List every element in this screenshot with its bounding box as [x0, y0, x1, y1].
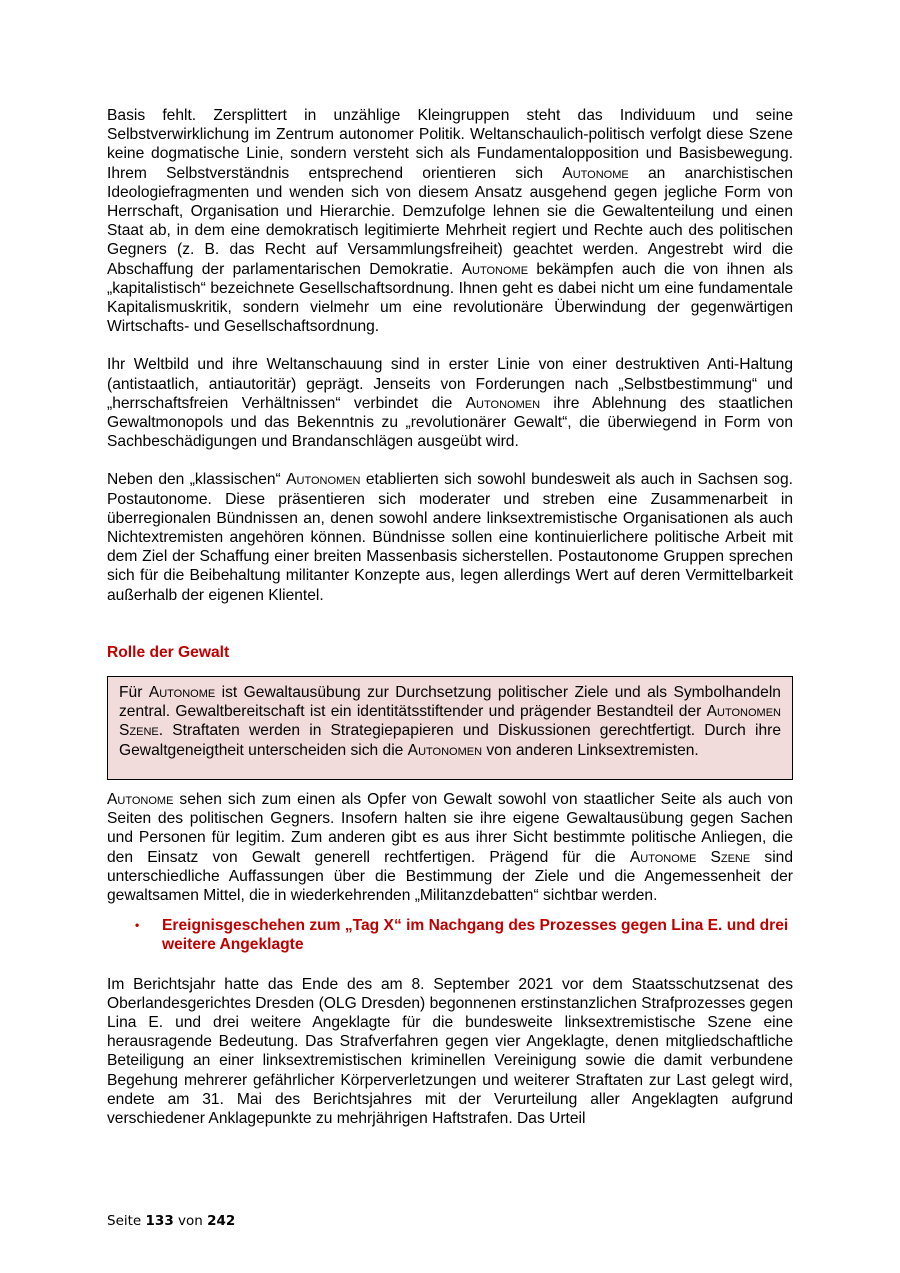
- paragraph-autonome-basis: [107, 106, 793, 336]
- bullet-heading: [107, 916, 793, 954]
- paragraph-opfer-gewalt: [107, 790, 793, 905]
- term-autonome: Autonome: [562, 164, 629, 182]
- term-autonome: Autonome: [461, 260, 529, 278]
- text-run: von anderen Linksextremisten.: [482, 741, 699, 759]
- text-run: sehen sich zum einen als Opfer von Gewalt sowohl von staatlicher Seite als auch von Seiten des politischen Gegners. Insofern halten sie ihre eigene Gewaltausübung gegen Sachen und Personen für legitim. Zum anderen gibt es aus ihrer Sicht bestimmte politische Anliegen, die den Einsatz von Gewalt generell rechtfertigen. Prägend für die: [107, 790, 793, 866]
- footer-prefix: Seite: [107, 1213, 146, 1229]
- footer-middle: von: [173, 1213, 208, 1229]
- bullet-icon: •: [135, 918, 140, 933]
- text-run: . Straftaten werden in Strategiepapieren und Diskussionen gerechtfertigt. Durch ihre Gewaltgeneigtheit unterscheiden sich die: [119, 722, 781, 759]
- page-number: 133: [145, 1213, 174, 1229]
- summary-text: [119, 683, 781, 760]
- bullet-heading-text: Ereignisgeschehen zum „Tag X“ im Nachgang des Prozesses gegen Lina E. und drei weitere Angeklagte: [162, 917, 789, 954]
- term-autonome-szene: Autonome Szene: [629, 848, 751, 866]
- text-run: bekämpfen auch die von ihnen als „kapitalistisch“ bezeichnete Gesellschaftsordnung. Ihnen geht es dabei nicht um eine fundamentale Kapitalismuskritik, sondern vielmehr um eine revolutionäre Überwindung der gegenwärtigen Wirtschafts- und Gesellschaftsordnung.: [107, 260, 793, 336]
- paragraph-weltbild: [107, 355, 793, 451]
- term-autonome: Autonome: [148, 684, 216, 702]
- text-run: etablierten sich sowohl bundesweit als auch in Sachsen sog. Postautonome. Diese präsentieren sich moderater und streben eine Zusammenarbeit in überregionalen Bündnissen an, denen sowohl andere linksextremistische Organisationen als auch Nichtextremisten angehören können. Bündnisse sollen eine kontinuierlichere politische Arbeit mit dem Ziel der Schaffung einer breiten Massenbasis sicherstellen. Postautonome Gruppen sprechen sich für die Beibehaltung militanter Konzepte aus, legen allerdings Wert auf deren Vermittelbarkeit außerhalb der eigenen Klientel.: [107, 471, 793, 604]
- summary-box: [107, 676, 793, 780]
- paragraph-postautonome: [107, 470, 793, 604]
- term-autonomen: Autonomen: [286, 471, 361, 489]
- page-total: 242: [207, 1213, 236, 1229]
- document-body: [107, 106, 793, 1128]
- text-run: Ihr Weltbild und ihre Weltanschauung sind in erster Linie von einer destruktiven Anti-Haltung (antistaatlich, antiautoritär) geprägt. Jenseits von Forderungen nach „Selbstbestimmung“ und „herrschaftsfreien Verhältnissen“ verbindet die: [107, 356, 793, 412]
- text-run: Neben den „klassischen“: [107, 471, 287, 489]
- paragraph-strafprozess: Im Berichtsjahr hatte das Ende des am 8. September 2021 vor dem Staatsschutzsenat des Oberlandesgerichtes Dresden (OLG Dresden) begonnenen erstinstanzlichen Strafprozesses gegen Lina E. und drei weitere Angeklagte für die bundesweite linksextremistische Szene eine herausragende Bedeutung. Das Strafverfahren gegen vier Angeklagte, denen mitgliedschaftliche Beteiligung an einer linksextremistischen kriminellen Vereinigung sowie die damit verbundene Begehung mehrerer gefährlicher Körperverletzungen und weiterer Straftaten zur Last gelegt wird, endete am 31. Mai des Berichtsjahres mit der Verurteilung aller Angeklagten aufgrund verschiedener Anklagepunkte zu mehrjährigen Haftstrafen. Das Urteil: [107, 975, 793, 1127]
- paragraph-spacer: [107, 451, 793, 470]
- text-run: Basis fehlt. Zersplittert in unzählige Kleingruppen steht das Individuum und seine Selbstverwirklichung im Zentrum autonomer Politik. Weltanschaulich-politisch verfolgt diese Szene keine dogmatische Linie, sondern versteht sich als Fundamentalopposition und Basisbewegung. Ihrem Selbstverständnis entsprechend orientieren sich: [107, 107, 793, 182]
- text-run: sind unterschiedliche Auffassungen über die Bestimmung der Ziele und die Angemessenheit der gewaltsamen Mittel, die in wiederkehrenden „Militanzdebatten“ sichtbar werden.: [107, 848, 793, 904]
- term-autonomen: Autonomen: [465, 394, 541, 412]
- text-run: an anarchistischen Ideologiefragmenten und wenden sich von diesem Ansatz ausgehend gegen jegliche Form von Herrschaft, Organisation und Hierarchie. Demzufolge lehnen sie die Gewaltenteilung und einen Staat ab, in dem eine demokratisch legitimierte Mehrheit regiert und Rechte auch des politischen Gegners (z. B. das Recht auf Versammlungsfreiheit) geachtet werden. Angestrebt wird die Abschaffung der parlamentarischen Demokratie.: [107, 164, 793, 278]
- term-autonomen: Autonomen: [407, 741, 483, 759]
- section-heading: Rolle der Gewalt: [107, 643, 230, 661]
- paragraph-spacer: [107, 336, 793, 355]
- text-run: ihre Ablehnung des staatlichen Gewaltmonopols und das Bekenntnis zu „revolutionärer Gewalt“, die überwiegend in Form von Sachbeschädigungen und Brandanschlägen ausgeübt wird.: [107, 394, 793, 451]
- term-autonome: Autonome: [107, 790, 174, 808]
- text-run: Für: [119, 684, 149, 702]
- text-run: ist Gewaltausübung zur Durchsetzung politischer Ziele und als Symbolhandeln zentral. Gewaltbereitschaft ist ein identitätsstiftender und prägender Bestandteil der: [119, 684, 781, 721]
- page-footer: [107, 1213, 235, 1229]
- term-autonome-szene: Autonomen Szene: [119, 703, 781, 740]
